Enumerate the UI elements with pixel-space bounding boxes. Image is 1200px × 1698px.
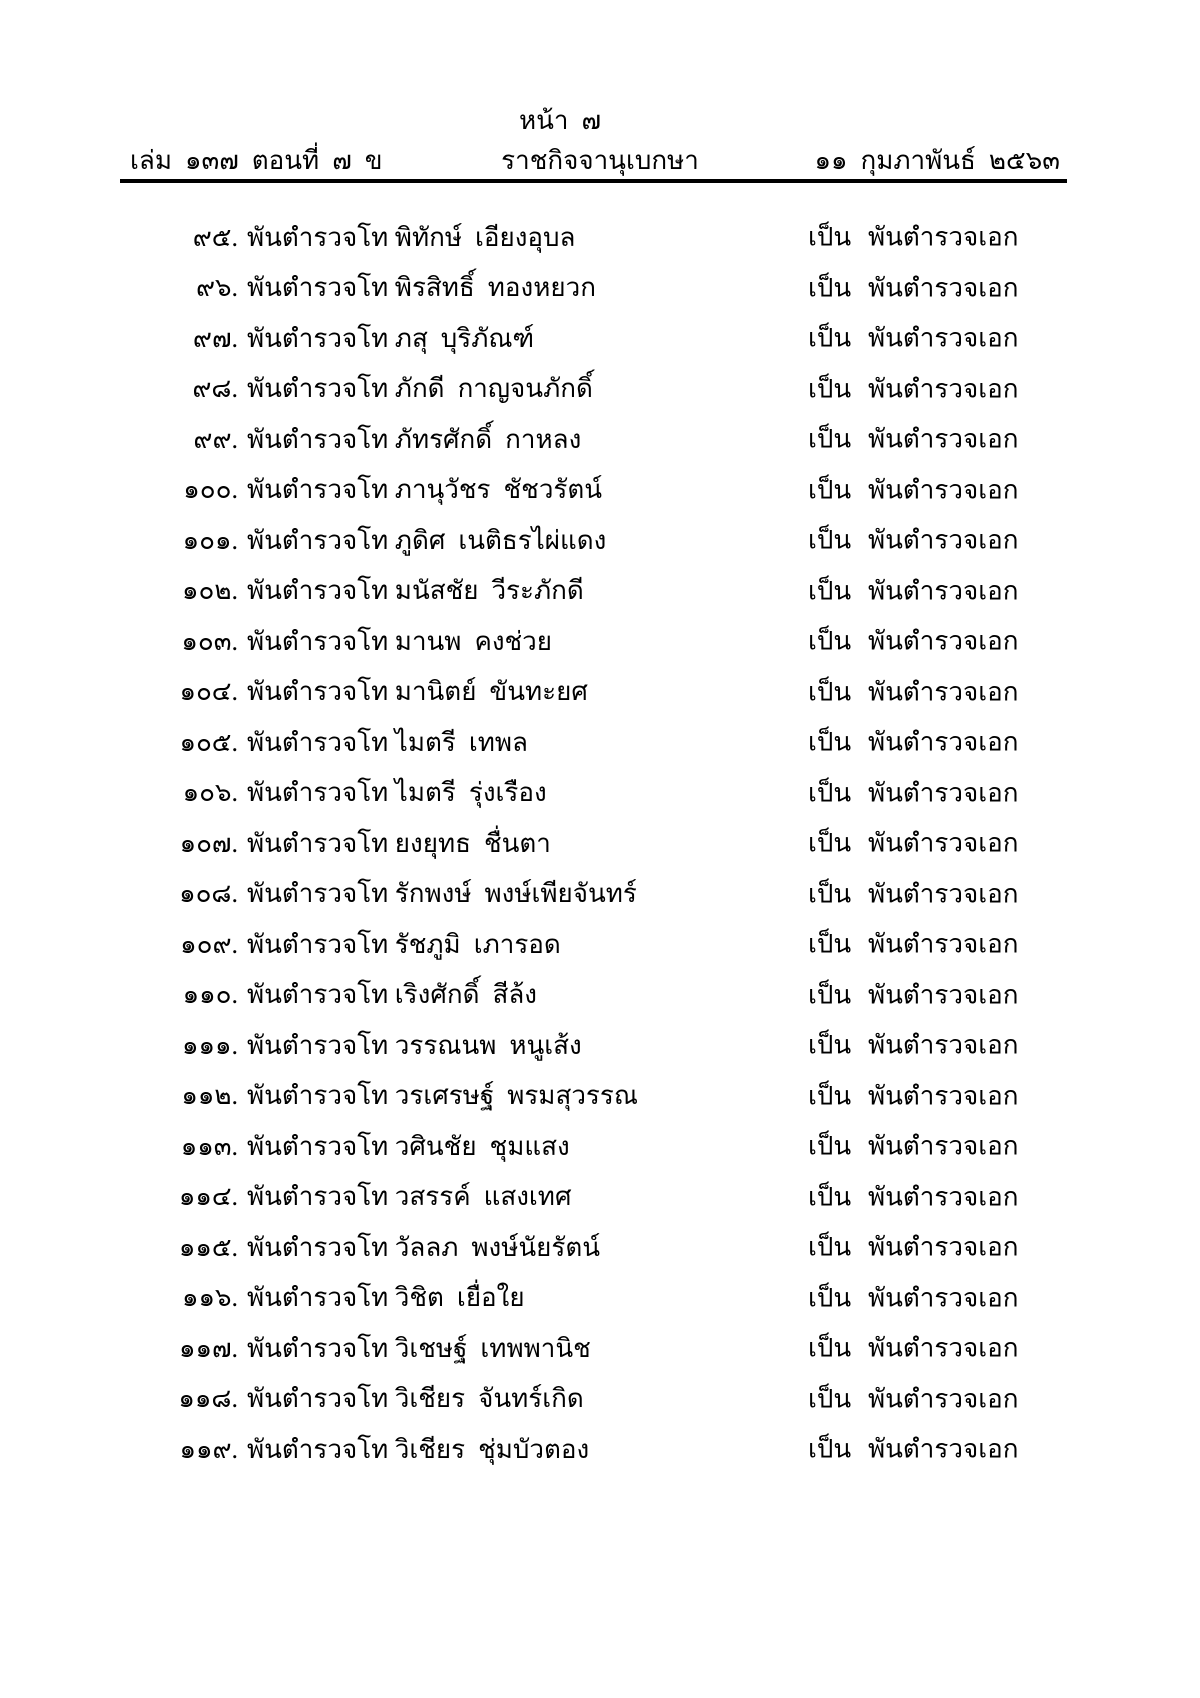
new-rank-label: พันตำรวจเอก: [868, 475, 1019, 505]
list-item: [120, 667, 1080, 718]
entry-number: ๑๑๙.: [179, 1434, 238, 1464]
gazette-title: ราชกิจจานุเบกษา: [501, 146, 699, 175]
list-item: [120, 263, 1080, 314]
list-item: [120, 768, 1080, 819]
to-word: เป็น: [808, 525, 852, 555]
new-rank-label: พันตำรวจเอก: [868, 1232, 1019, 1262]
to-word: เป็น: [808, 323, 852, 353]
entry-name: พันตำรวจโท ยงยุทธ ชื่นตา: [247, 828, 551, 858]
entry-number: ๑๐๑.: [182, 525, 238, 555]
list-item: [120, 1273, 1080, 1324]
list-item: [120, 1374, 1080, 1425]
entry-number: ๑๑๑.: [181, 1030, 238, 1060]
entry-number: ๙๗.: [192, 323, 238, 353]
to-word: เป็น: [808, 879, 852, 909]
entry-number: ๑๐๘.: [179, 879, 238, 909]
entry-name: พันตำรวจโท รัชภูมิ เภารอด: [247, 929, 561, 959]
promotion-list: [120, 212, 1080, 1475]
new-rank-label: พันตำรวจเอก: [868, 879, 1019, 909]
list-item: [120, 1222, 1080, 1273]
list-item: [120, 616, 1080, 667]
new-rank-label: พันตำรวจเอก: [868, 677, 1019, 707]
to-word: เป็น: [808, 1434, 852, 1464]
entry-name: พันตำรวจโท วรเศรษฐ์ พรมสุวรรณ: [247, 1081, 638, 1111]
entry-name: พันตำรวจโท วรรณนพ หนูเส้ง: [247, 1030, 582, 1060]
page-number-label: หน้า ๗: [518, 106, 602, 135]
entry-number: ๙๖.: [195, 273, 238, 303]
entry-number: ๑๐๔.: [179, 677, 238, 707]
issue-date: ๑๑ กุมภาพันธ์ ๒๕๖๓: [814, 146, 1060, 175]
entry-number: ๑๑๒.: [181, 1081, 238, 1111]
to-word: เป็น: [808, 980, 852, 1010]
entry-name: พันตำรวจโท มานิตย์ ขันทะยศ: [247, 677, 588, 707]
masthead: [0, 140, 1200, 176]
entry-number: ๑๑๘.: [178, 1384, 238, 1414]
to-word: เป็น: [808, 222, 852, 252]
list-item: [120, 1121, 1080, 1172]
to-word: เป็น: [808, 626, 852, 656]
entry-name: พันตำรวจโท มานพ คงช่วย: [247, 626, 553, 656]
entry-number: ๑๑๐.: [182, 980, 238, 1010]
new-rank-label: พันตำรวจเอก: [868, 1333, 1019, 1363]
entry-name: พันตำรวจโท เริงศักดิ์ สีล้ง: [247, 980, 537, 1010]
entry-number: ๑๐๗.: [179, 828, 238, 858]
new-rank-label: พันตำรวจเอก: [868, 1182, 1019, 1212]
to-word: เป็น: [808, 374, 852, 404]
entry-name: พันตำรวจโท วิเชียร ชุ่มบัวตอง: [247, 1434, 590, 1464]
new-rank-label: พันตำรวจเอก: [868, 1030, 1019, 1060]
to-word: เป็น: [808, 424, 852, 454]
entry-name: พันตำรวจโท วัลลภ พงษ์นัยรัตน์: [247, 1232, 601, 1262]
entry-number: ๑๐๖.: [182, 778, 238, 808]
entry-number: ๙๕.: [192, 222, 238, 252]
to-word: เป็น: [808, 475, 852, 505]
entry-name: พันตำรวจโท ภูดิศ เนติธรไผ่แดง: [247, 525, 607, 555]
list-item: [120, 818, 1080, 869]
new-rank-label: พันตำรวจเอก: [868, 1283, 1019, 1313]
list-item: [120, 1424, 1080, 1475]
to-word: เป็น: [808, 1182, 852, 1212]
new-rank-label: พันตำรวจเอก: [868, 323, 1019, 353]
list-item: [120, 919, 1080, 970]
to-word: เป็น: [808, 1384, 852, 1414]
new-rank-label: พันตำรวจเอก: [868, 626, 1019, 656]
to-word: เป็น: [808, 576, 852, 606]
new-rank-label: พันตำรวจเอก: [868, 374, 1019, 404]
new-rank-label: พันตำรวจเอก: [868, 828, 1019, 858]
list-item: [120, 465, 1080, 516]
new-rank-label: พันตำรวจเอก: [868, 222, 1019, 252]
entry-number: ๑๐๒.: [181, 576, 238, 606]
to-word: เป็น: [808, 1283, 852, 1313]
entry-number: ๑๑๓.: [180, 1131, 238, 1161]
entry-number: ๑๑๔.: [178, 1182, 238, 1212]
entry-number: ๙๘.: [192, 374, 238, 404]
to-word: เป็น: [808, 1081, 852, 1111]
new-rank-label: พันตำรวจเอก: [868, 1131, 1019, 1161]
new-rank-label: พันตำรวจเอก: [868, 727, 1019, 757]
list-item: [120, 515, 1080, 566]
entry-name: พันตำรวจโท มนัสชัย วีระภักดี: [247, 576, 584, 606]
entry-number: ๑๐๓.: [181, 626, 238, 656]
list-item: [120, 414, 1080, 465]
list-item: [120, 970, 1080, 1021]
to-word: เป็น: [808, 778, 852, 808]
entry-number: ๑๐๙.: [180, 929, 238, 959]
new-rank-label: พันตำรวจเอก: [868, 273, 1019, 303]
new-rank-label: พันตำรวจเอก: [868, 778, 1019, 808]
entry-number: ๑๐๕.: [179, 727, 238, 757]
entry-number: ๑๑๗.: [178, 1333, 238, 1363]
to-word: เป็น: [808, 1232, 852, 1262]
new-rank-label: พันตำรวจเอก: [868, 980, 1019, 1010]
to-word: เป็น: [808, 1131, 852, 1161]
entry-name: พันตำรวจโท วิเชียร จันทร์เกิด: [247, 1384, 584, 1414]
list-item: [120, 1071, 1080, 1122]
new-rank-label: พันตำรวจเอก: [868, 424, 1019, 454]
entry-number: ๑๐๐.: [183, 475, 238, 505]
entry-number: ๑๑๖.: [181, 1283, 238, 1313]
to-word: เป็น: [808, 828, 852, 858]
to-word: เป็น: [808, 677, 852, 707]
entry-name: พันตำรวจโท วิชิต เยื่อใย: [247, 1283, 525, 1313]
list-item: [120, 869, 1080, 920]
entry-name: พันตำรวจโท วิเชษฐ์ เทพพานิช: [247, 1333, 591, 1363]
list-item: [120, 313, 1080, 364]
list-item: [120, 1020, 1080, 1071]
list-item: [120, 364, 1080, 415]
new-rank-label: พันตำรวจเอก: [868, 576, 1019, 606]
new-rank-label: พันตำรวจเอก: [868, 1081, 1019, 1111]
entry-name: พันตำรวจโท วสรรค์ แสงเทศ: [247, 1182, 572, 1212]
to-word: เป็น: [808, 929, 852, 959]
list-item: [120, 212, 1080, 263]
entry-number: ๑๑๕.: [178, 1232, 238, 1262]
list-item: [120, 1323, 1080, 1374]
entry-name: พันตำรวจโท ไมตรี รุ่งเรือง: [247, 778, 547, 808]
new-rank-label: พันตำรวจเอก: [868, 525, 1019, 555]
list-item: [120, 717, 1080, 768]
to-word: เป็น: [808, 1333, 852, 1363]
entry-name: พันตำรวจโท ภานุวัชร ชัชวรัตน์: [247, 475, 603, 505]
entry-name: พันตำรวจโท ภักดี กาญจนภักดิ์: [247, 374, 593, 404]
entry-name: พันตำรวจโท ภสุ บุริภัณฑ์: [247, 323, 535, 353]
entry-number: ๙๙.: [193, 424, 238, 454]
header-divider-rule: [120, 179, 1067, 183]
entry-name: พันตำรวจโท ไมตรี เทพล: [247, 727, 528, 757]
list-item: [120, 566, 1080, 617]
list-item: [120, 1172, 1080, 1223]
to-word: เป็น: [808, 273, 852, 303]
volume-issue-label: เล่ม ๑๓๗ ตอนที่ ๗ ข: [130, 146, 383, 175]
new-rank-label: พันตำรวจเอก: [868, 1384, 1019, 1414]
entry-name: พันตำรวจโท วศินชัย ชุมแสง: [247, 1131, 570, 1161]
entry-name: พันตำรวจโท พิรสิทธิ์ ทองหยวก: [247, 273, 596, 303]
entry-name: พันตำรวจโท พิทักษ์ เอียงอุบล: [247, 222, 576, 252]
new-rank-label: พันตำรวจเอก: [868, 1434, 1019, 1464]
entry-name: พันตำรวจโท ภัทรศักดิ์ กาหลง: [247, 424, 582, 454]
entry-name: พันตำรวจโท รักพงษ์ พงษ์เพียจันทร์: [247, 879, 637, 909]
to-word: เป็น: [808, 727, 852, 757]
to-word: เป็น: [808, 1030, 852, 1060]
new-rank-label: พันตำรวจเอก: [868, 929, 1019, 959]
